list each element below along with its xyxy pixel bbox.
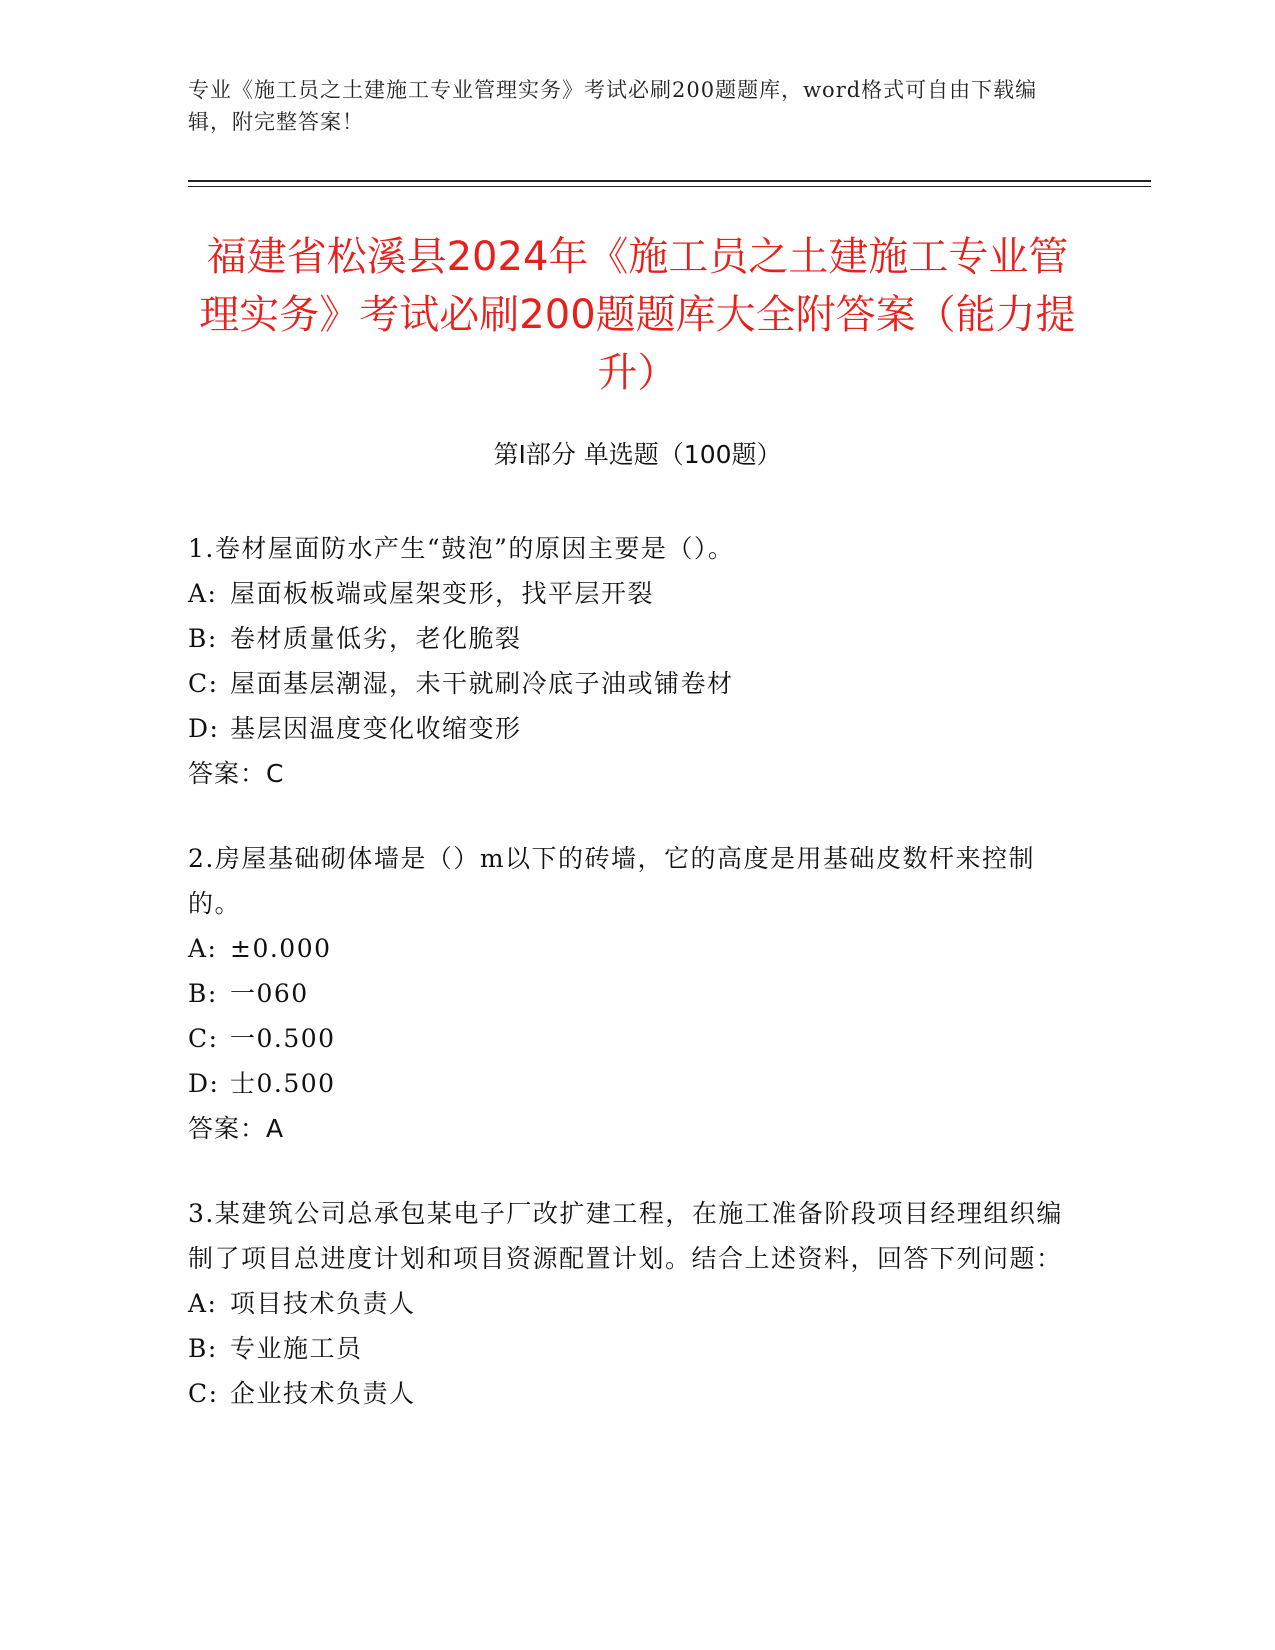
option-key: B: xyxy=(188,624,218,653)
option-text: 一060 xyxy=(230,979,309,1008)
option-key: D: xyxy=(188,1069,220,1098)
option-key: B: xyxy=(188,1334,218,1363)
option-c xyxy=(188,1371,1078,1416)
option-b xyxy=(188,1326,1078,1371)
option-key: C: xyxy=(188,1024,219,1053)
option-c xyxy=(188,661,1078,706)
option-key: D: xyxy=(188,714,220,743)
header-rule-thin xyxy=(188,186,1151,187)
option-c xyxy=(188,1016,1078,1061)
question-3 xyxy=(188,1191,1078,1416)
option-key: A: xyxy=(188,1289,218,1318)
option-a xyxy=(188,926,1078,971)
question-1 xyxy=(188,526,1078,796)
option-d xyxy=(188,706,1078,751)
option-text: 企业技术负责人 xyxy=(230,1379,416,1408)
option-text: 卷材质量低劣，老化脆裂 xyxy=(230,624,522,653)
option-text: 专业施工员 xyxy=(230,1334,363,1363)
section-title: 第Ⅰ部分 单选题（100题） xyxy=(493,440,782,469)
option-text: 一0.500 xyxy=(230,1024,336,1053)
option-a xyxy=(188,571,1078,616)
answer-line: 答案：C xyxy=(188,759,285,788)
header-note: 专业《施工员之土建施工专业管理实务》考试必刷200题题库，word格式可自由下载编辑，附完整答案！ xyxy=(188,78,1038,134)
answer-line: 答案：A xyxy=(188,1114,285,1143)
option-a xyxy=(188,1281,1078,1326)
option-key: C: xyxy=(188,669,219,698)
header-rule-thick xyxy=(188,180,1151,182)
option-text: 屋面板板端或屋架变形，找平层开裂 xyxy=(230,579,655,608)
question-stem: 3.某建筑公司总承包某电子厂改扩建工程，在施工准备阶段项目经理组织编制了项目总进度计划和项目资源配置计划。结合上述资料，回答下列问题： xyxy=(188,1199,1063,1273)
option-b xyxy=(188,971,1078,1016)
question-stem: 2.房屋基础砌体墙是（）m以下的砖墙，它的高度是用基础皮数杆来控制的。 xyxy=(188,844,1036,918)
document-title: 福建省松溪县2024年《施工员之土建施工专业管理实务》考试必刷200题题库大全附答案（能力提升） xyxy=(199,234,1076,396)
option-key: A: xyxy=(188,579,218,608)
option-d xyxy=(188,1061,1078,1106)
option-text: ±0.000 xyxy=(230,934,332,963)
option-text: 项目技术负责人 xyxy=(230,1289,416,1318)
question-2 xyxy=(188,836,1078,1151)
option-key: A: xyxy=(188,934,218,963)
option-b xyxy=(188,616,1078,661)
option-text: 基层因温度变化收缩变形 xyxy=(230,714,522,743)
question-stem: 1.卷材屋面防水产生“鼓泡”的原因主要是（）。 xyxy=(188,534,735,563)
option-text: 士0.500 xyxy=(230,1069,336,1098)
question-list xyxy=(188,526,1078,1456)
option-text: 屋面基层潮湿，未干就刷冷底子油或铺卷材 xyxy=(230,669,734,698)
option-key: C: xyxy=(188,1379,219,1408)
option-key: B: xyxy=(188,979,218,1008)
